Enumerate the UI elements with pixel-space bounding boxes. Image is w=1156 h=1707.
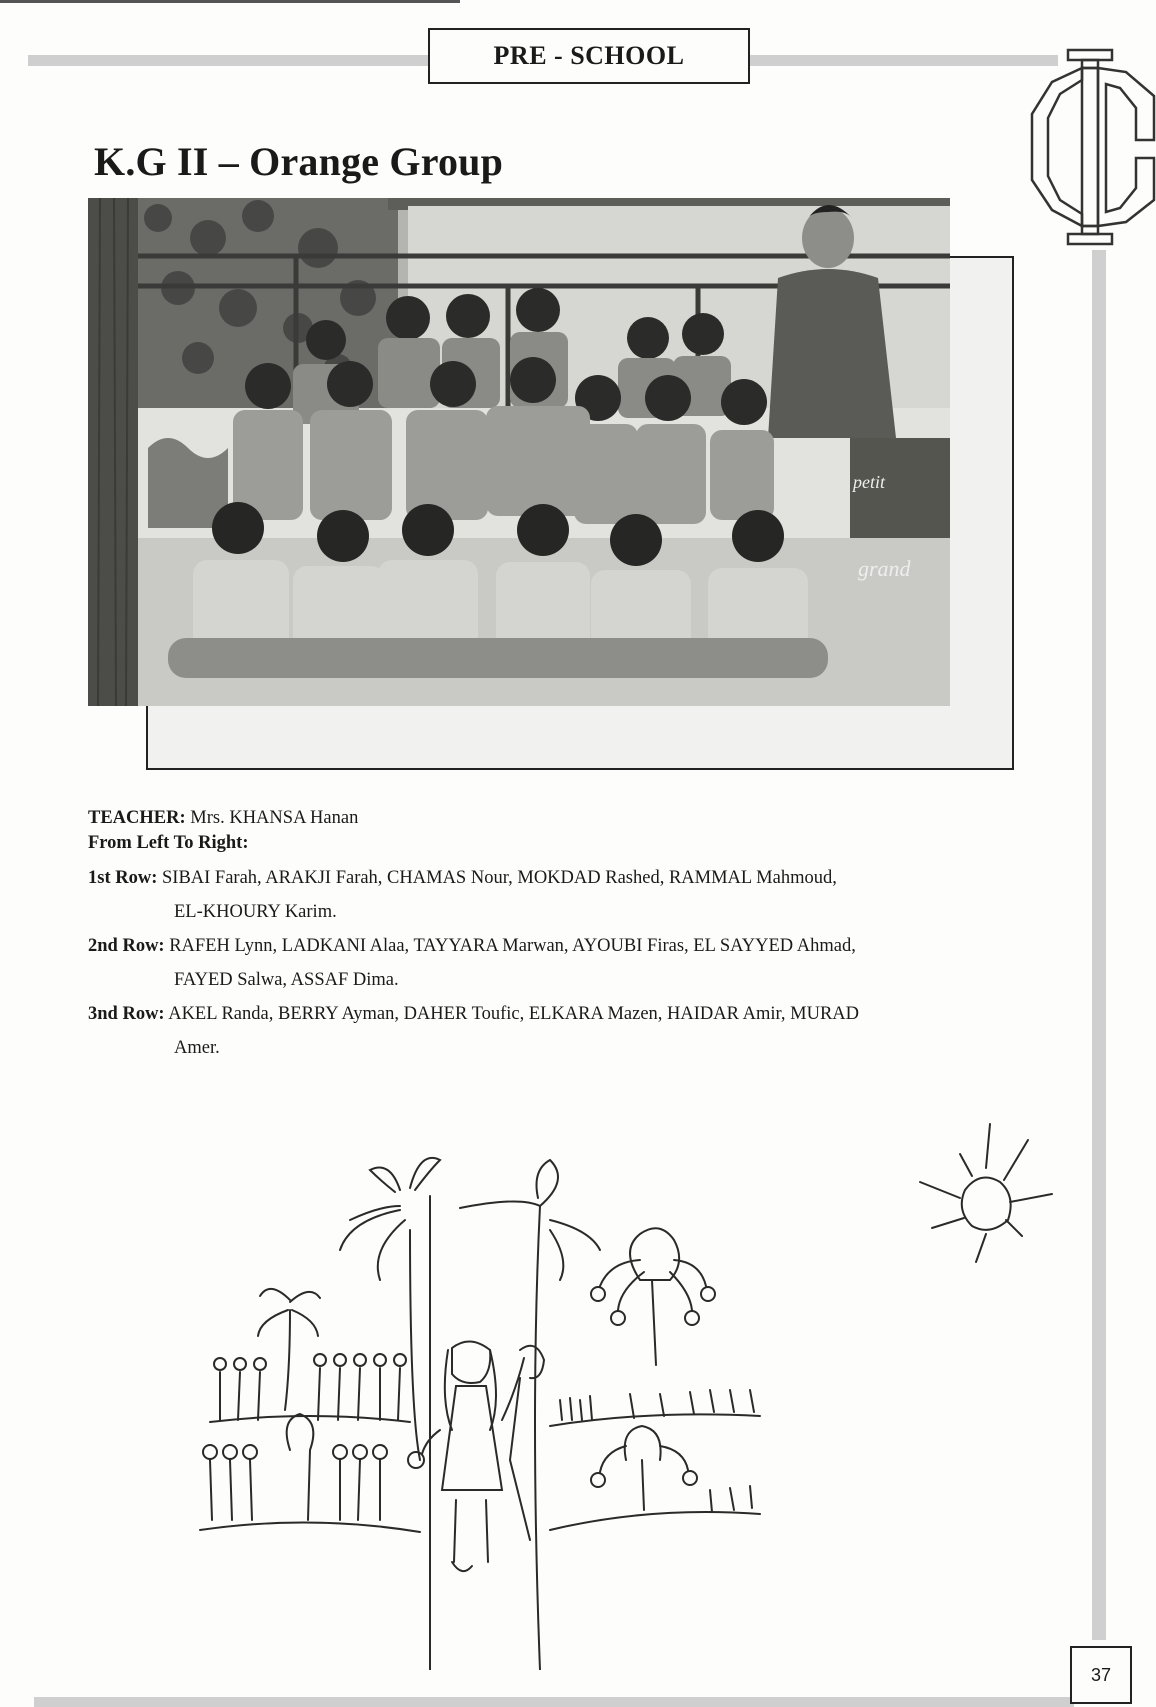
teacher-label: TEACHER: <box>88 808 186 828</box>
row-2-line <box>88 936 856 957</box>
row-3-names: AKEL Randa, BERRY Ayman, DAHER Toufic, ELKARA Mazen, HAIDAR Amir, MURAD <box>168 1004 860 1024</box>
row-2-label: 2nd Row: <box>88 936 165 956</box>
order-label: From Left To Right: <box>88 833 249 853</box>
group-title: K.G II – Orange Group <box>94 139 504 184</box>
girl-figure <box>408 1341 544 1571</box>
palm-tree-icon-left <box>258 1289 320 1410</box>
section-title: PRE - SCHOOL <box>428 28 750 84</box>
grass-right-top <box>550 1390 760 1426</box>
right-rail <box>1092 250 1106 1640</box>
row-1-label: 1st Row: <box>88 868 158 888</box>
sun-icon <box>920 1124 1052 1262</box>
child-drawing <box>190 1110 1070 1670</box>
row-2-names-continued: FAYED Salwa, ASSAF Dima. <box>174 970 399 990</box>
row-3-names-continued: Amer. <box>174 1038 220 1058</box>
row-3-line <box>88 1004 859 1025</box>
flower-icon-right <box>550 1426 760 1530</box>
row-3-label: 3nd Row: <box>88 1004 165 1024</box>
flower-row-top <box>210 1354 410 1422</box>
flower-icon <box>591 1228 715 1365</box>
page-number: 37 <box>1070 1646 1132 1704</box>
flower-row-bottom <box>200 1414 420 1532</box>
teacher-name: Mrs. KHANSA Hanan <box>190 808 359 828</box>
class-photo-illustration <box>88 198 950 706</box>
row-2-names: RAFEH Lynn, LADKANI Alaa, TAYYARA Marwan, AYOUBI Firas, EL SAYYED Ahmad, <box>169 936 856 956</box>
wall-text-grand: grand <box>858 556 911 581</box>
row-1-names-continued: EL-KHOURY Karim. <box>174 902 337 922</box>
row-1-line <box>88 868 837 889</box>
row-1-names: SIBAI Farah, ARAKJI Farah, CHAMAS Nour, MOKDAD Rashed, RAMMAL Mahmoud, <box>162 868 837 888</box>
teacher-line <box>88 808 358 829</box>
top-edge-line <box>0 0 460 3</box>
ic-monogram-logo <box>1030 48 1156 248</box>
wall-text-petit: petit <box>853 472 885 492</box>
bottom-rule <box>34 1697 1074 1707</box>
class-photo <box>88 198 950 706</box>
